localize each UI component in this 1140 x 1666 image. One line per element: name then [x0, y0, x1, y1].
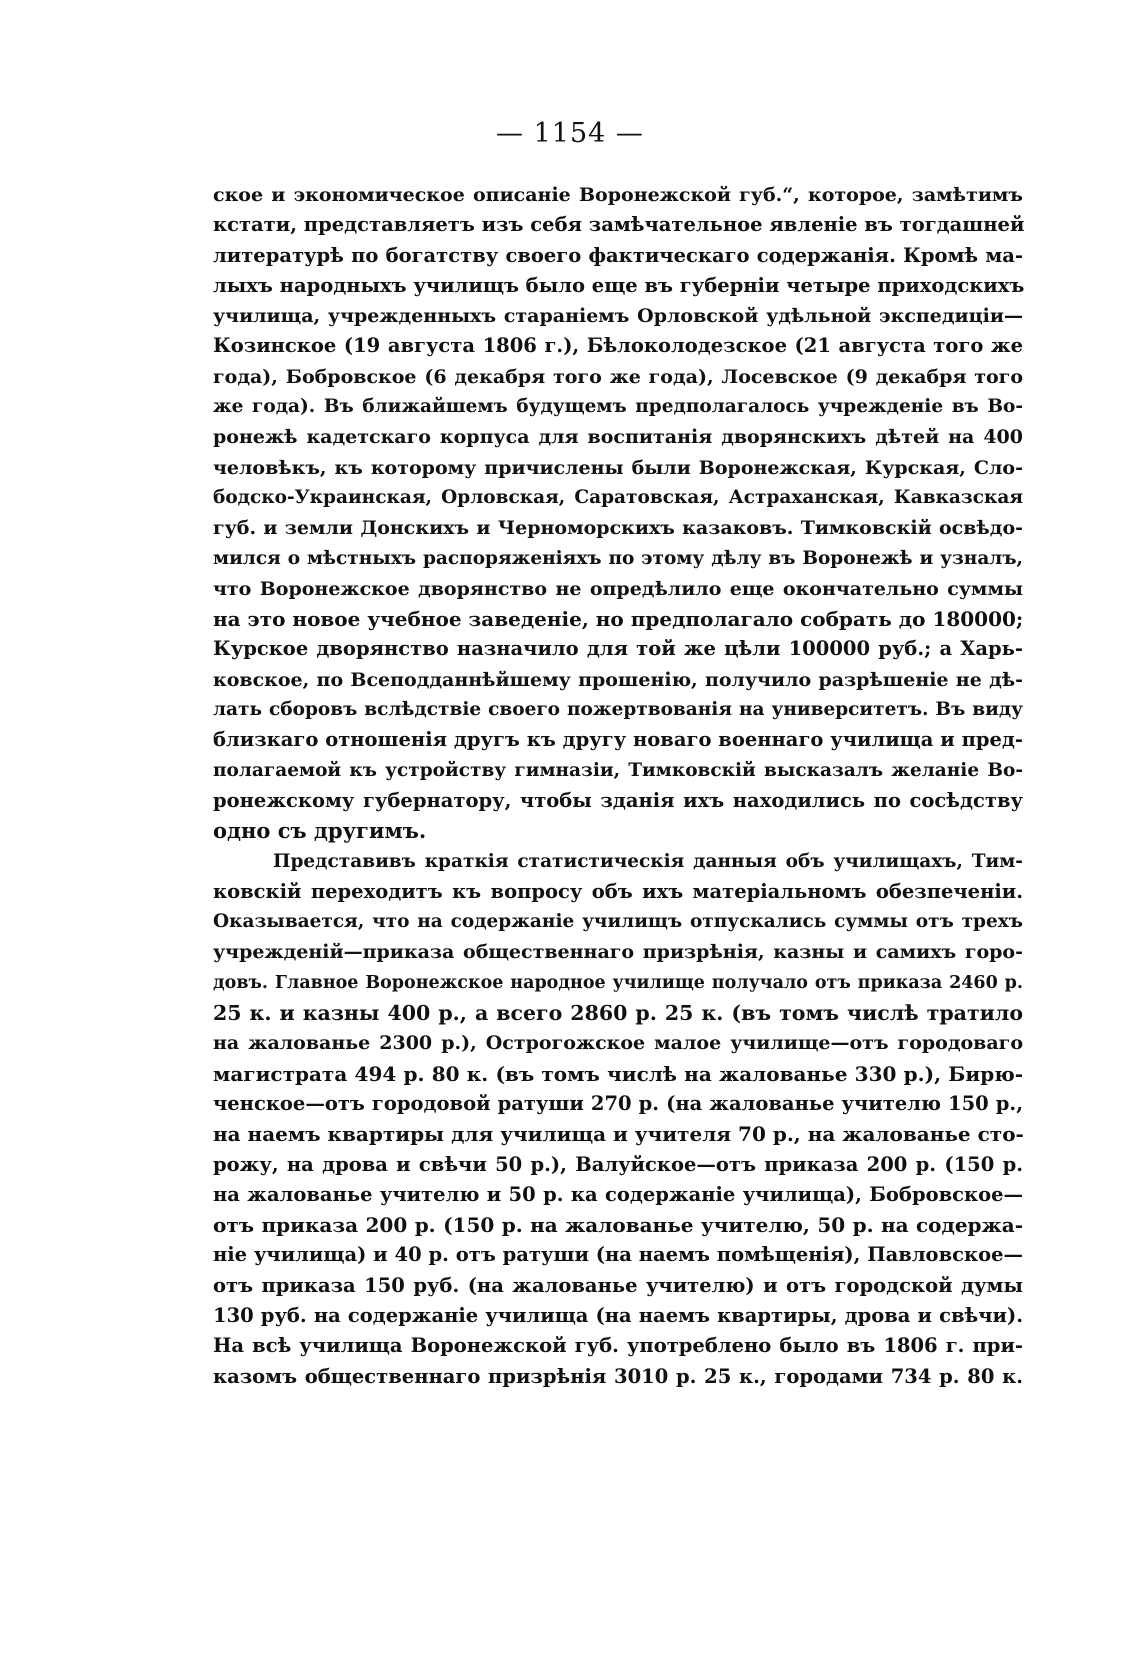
text-line: рожу, на дрова и свѣчи 50 р.), Валуйское—отъ приказа 200 р. (150 р.: [213, 1152, 1023, 1176]
text-line: ковское, по Всеподданнѣйшему прошенію, получило разрѣшеніе не дѣ-: [213, 668, 1023, 691]
text-line: ское и экономическое описаніе Воронежской губ.“, которое, замѣтимъ: [213, 184, 1023, 206]
text-line: 130 руб. на содержаніе училища (на наемъ квартиры, дрова и свѣчи).: [213, 1303, 1023, 1327]
text-line: бодско-Украинская, Орловская, Саратовская, Астраханская, Кавказская: [213, 486, 1023, 508]
text-line: литературѣ по богатству своего фактическаго содержанія. Кромѣ ма-: [213, 243, 1023, 267]
text-line: казомъ общественнаго призрѣнія 3010 р. 25 к., городами 734 р. 80 к.: [213, 1364, 1023, 1388]
text-line: ченское—отъ городовой ратуши 270 р. (на жалованье учителю 150 р.,: [213, 1091, 1023, 1115]
text-line: Представивъ краткія статистическія данныя объ училищахъ, Тим-: [273, 850, 1023, 872]
text-line: близкаго отношенія другъ къ другу новаго военнаго училища и пред-: [213, 728, 1023, 752]
text-line: Курское дворянство назначило для той же цѣли 100000 руб.; а Харь-: [213, 637, 1023, 661]
text-line: же года). Въ ближайшемъ будущемъ предполагалось учрежденіе въ Во-: [213, 396, 1023, 418]
text-line: магистрата 494 р. 80 к. (въ томъ числѣ на жалованье 330 р.), Бирю-: [213, 1061, 1023, 1086]
text-line: одно съ другимъ.: [213, 818, 427, 844]
text-line: что Воронежское дворянство не опредѣлило еще окончательно суммы: [213, 577, 1023, 600]
text-line: полагаемой къ устройству гимназіи, Тимковскій высказалъ желаніе Во-: [213, 759, 1023, 781]
text-line: отъ приказа 200 р. (150 р. на жалованье учителю, 50 р. на содержа-: [213, 1213, 1023, 1238]
text-line: ронежѣ кадетскаго корпуса для воспитанія дворянскихъ дѣтей на 400: [213, 426, 1023, 449]
text-line: довъ. Главное Воронежское народное училище получало отъ приказа 2460 р.: [213, 972, 1023, 993]
text-line: ковскій переходитъ къ вопросу объ ихъ матеріальномъ обезпеченіи.: [213, 879, 1023, 903]
text-line: губ. и земли Донскихъ и Черноморскихъ казаковъ. Тимковскій освѣдо-: [213, 517, 1023, 540]
text-line: на жалованье 2300 р.), Острогожское малое училище—отъ городоваго: [213, 1032, 1023, 1055]
body-text: [213, 180, 1023, 1392]
page-number: — 1154 —: [496, 118, 644, 149]
text-line: кстати, представляетъ изъ себя замѣчательное явленіе въ тогдашней: [213, 213, 1025, 237]
text-line: учрежденій—приказа общественнаго призрѣнія, казны и самихъ горо-: [213, 941, 1023, 964]
text-line: года), Бобровское (6 декабря того же года), Лосевское (9 декабря того: [213, 365, 1023, 388]
text-line: Оказывается, что на содержаніе училищъ отпускались суммы отъ трехъ: [213, 911, 1023, 933]
text-line: мился о мѣстныхъ распоряженіяхъ по этому дѣлу въ Воронежѣ и узналъ,: [213, 547, 1023, 569]
text-line: лыхъ народныхъ училищъ было еще въ губерніи четыре приходскихъ: [213, 273, 1025, 297]
text-line: на это новое учебное заведеніе, но предполагало собрать до 180000;: [213, 607, 1024, 632]
text-line: На всѣ училища Воронежской губ. употреблено было въ 1806 г. при-: [213, 1334, 1023, 1358]
text-line: Козинское (19 августа 1806 г.), Бѣлоколодезское (21 августа того же: [213, 334, 1023, 358]
text-line: ніе училища) и 40 р. отъ ратуши (на наемъ помѣщенія), Павловское—: [213, 1243, 1023, 1267]
text-line: лать сборовъ вслѣдствіе своего пожертвованія на университетъ. Въ виду: [213, 699, 1023, 721]
text-line: отъ приказа 150 руб. (на жалованье учителю) и отъ городской думы: [213, 1273, 1023, 1297]
text-line: ронежскому губернатору, чтобы зданія ихъ находились по сосѣдству: [213, 788, 1023, 812]
text-line: училища, учрежденныхъ стараніемъ Орловской удѣльной экспедиціи—: [213, 305, 1023, 328]
text-line: 25 к. и казны 400 р., а всего 2860 р. 25 к. (въ томъ числѣ тратило: [213, 1001, 1023, 1026]
text-line: на жалованье учителю и 50 р. ка содержаніе училища), Бобровское—: [213, 1182, 1023, 1206]
text-line: человѣкъ, къ которому причислены были Воронежская, Курская, Сло-: [213, 456, 1023, 479]
text-line: на наемъ квартиры для училища и учителя 70 р., на жалованье сто-: [213, 1122, 1024, 1147]
